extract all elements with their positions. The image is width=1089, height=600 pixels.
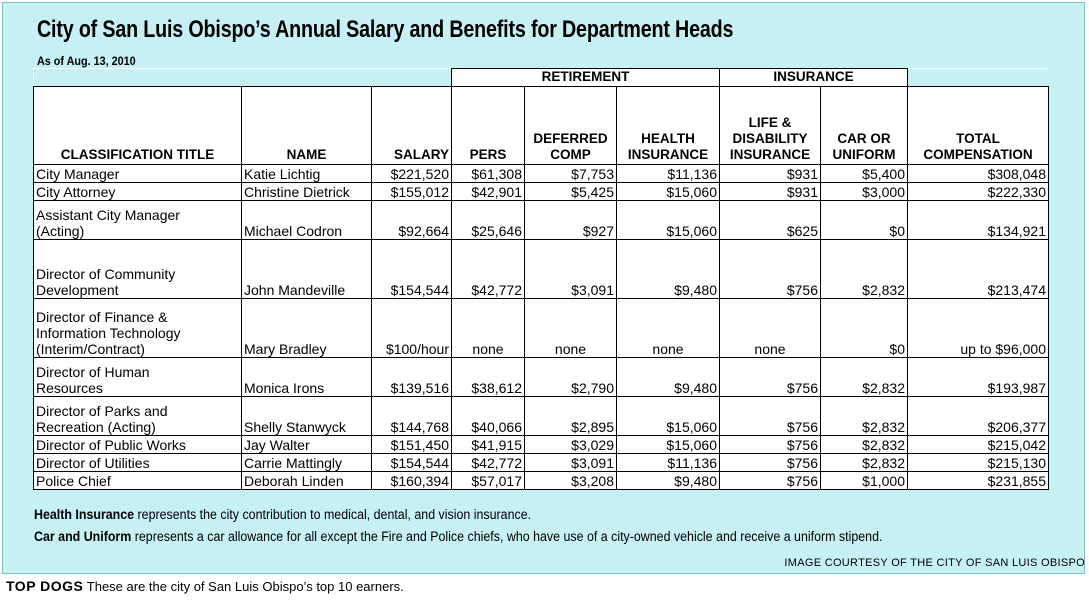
car-cell: $0 <box>821 201 908 240</box>
total-cell: $308,048 <box>908 165 1049 183</box>
classification-cell: Director of Public Works <box>34 436 242 454</box>
name-cell: Mary Bradley <box>242 299 372 358</box>
salary-cell: $155,012 <box>372 183 452 201</box>
col-name: NAME <box>242 87 372 165</box>
total-cell: $134,921 <box>908 201 1049 240</box>
pers-cell: $42,772 <box>452 454 525 472</box>
table-row <box>34 397 1049 436</box>
deferred-cell: none <box>525 299 617 358</box>
classification-cell: City Manager <box>34 165 242 183</box>
total-cell: $215,042 <box>908 436 1049 454</box>
total-cell: $206,377 <box>908 397 1049 436</box>
col-car-uniform: CAR OR UNIFORM <box>821 87 908 165</box>
table-row <box>34 436 1049 454</box>
health-cell: $15,060 <box>617 183 720 201</box>
car-cell: $2,832 <box>821 454 908 472</box>
page-title: City of San Luis Obispo’s Annual Salary and Benefits for Department Heads <box>37 16 734 43</box>
salary-cell: $92,664 <box>372 201 452 240</box>
table-row <box>34 240 1049 299</box>
column-header-row <box>34 87 1049 165</box>
col-health-insurance: HEALTH INSURANCE <box>617 87 720 165</box>
col-classification: CLASSIFICATION TITLE <box>34 87 242 165</box>
deferred-cell: $3,091 <box>525 454 617 472</box>
total-cell: $215,130 <box>908 454 1049 472</box>
health-cell: $11,136 <box>617 165 720 183</box>
table-row <box>34 358 1049 397</box>
table-row <box>34 183 1049 201</box>
car-cell: $2,832 <box>821 397 908 436</box>
car-uniform-note <box>34 529 882 544</box>
pers-cell: $57,017 <box>452 472 525 490</box>
health-cell: $9,480 <box>617 240 720 299</box>
table-row <box>34 299 1049 358</box>
as-of-date: As of Aug. 13, 2010 <box>37 54 136 68</box>
salary-table <box>33 68 1049 490</box>
total-cell: up to $96,000 <box>908 299 1049 358</box>
life-cell: $756 <box>720 454 821 472</box>
col-total-compensation: TOTAL COMPENSATION <box>908 87 1049 165</box>
deferred-cell: $2,895 <box>525 397 617 436</box>
table-row <box>34 201 1049 240</box>
name-cell: Christine Dietrick <box>242 183 372 201</box>
table-row <box>34 454 1049 472</box>
deferred-cell: $2,790 <box>525 358 617 397</box>
pers-cell: $42,901 <box>452 183 525 201</box>
total-cell: $193,987 <box>908 358 1049 397</box>
name-cell: Carrie Mattingly <box>242 454 372 472</box>
retirement-group-header: RETIREMENT <box>452 69 720 87</box>
pers-cell: $61,308 <box>452 165 525 183</box>
name-cell: Katie Lichtig <box>242 165 372 183</box>
name-cell: Deborah Linden <box>242 472 372 490</box>
total-cell: $231,855 <box>908 472 1049 490</box>
name-cell: Monica Irons <box>242 358 372 397</box>
group-header-row <box>34 69 1049 87</box>
salary-cell: $154,544 <box>372 240 452 299</box>
health-insurance-note <box>34 507 531 522</box>
note-text: represents a car allowance for all except the Fire and Police chiefs, who have use of a city-owned vehicle and receive a uniform stipend. <box>131 529 883 544</box>
note-term: Car and Uniform <box>34 529 132 544</box>
photo-caption <box>6 578 404 594</box>
caption-lead: TOP DOGS <box>6 578 84 594</box>
salary-cell: $221,520 <box>372 165 452 183</box>
car-cell: $3,000 <box>821 183 908 201</box>
health-cell: $9,480 <box>617 472 720 490</box>
life-cell: $756 <box>720 436 821 454</box>
deferred-cell: $3,029 <box>525 436 617 454</box>
name-cell: Jay Walter <box>242 436 372 454</box>
salary-cell: $151,450 <box>372 436 452 454</box>
salary-cell: $160,394 <box>372 472 452 490</box>
car-cell: $5,400 <box>821 165 908 183</box>
image-credit: IMAGE COURTESY OF THE CITY OF SAN LUIS OBISPO <box>784 557 1085 569</box>
salary-cell: $144,768 <box>372 397 452 436</box>
col-deferred-comp: DEFERRED COMP <box>525 87 617 165</box>
salary-cell: $154,544 <box>372 454 452 472</box>
life-cell: $931 <box>720 183 821 201</box>
pers-cell: $41,915 <box>452 436 525 454</box>
classification-cell: Director of Human Resources <box>34 358 242 397</box>
deferred-cell: $927 <box>525 201 617 240</box>
life-cell: $756 <box>720 240 821 299</box>
classification-cell: Police Chief <box>34 472 242 490</box>
col-salary: SALARY <box>372 87 452 165</box>
deferred-cell: $3,091 <box>525 240 617 299</box>
health-cell: $15,060 <box>617 201 720 240</box>
table-row <box>34 165 1049 183</box>
classification-cell: Director of Parks and Recreation (Acting) <box>34 397 242 436</box>
health-cell: none <box>617 299 720 358</box>
pers-cell: none <box>452 299 525 358</box>
name-cell: Shelly Stanwyck <box>242 397 372 436</box>
note-text: represents the city contribution to medical, dental, and vision insurance. <box>134 507 532 522</box>
pers-cell: $40,066 <box>452 397 525 436</box>
name-cell: Michael Codron <box>242 201 372 240</box>
deferred-cell: $7,753 <box>525 165 617 183</box>
salary-cell: $139,516 <box>372 358 452 397</box>
life-cell: $931 <box>720 165 821 183</box>
insurance-group-header: INSURANCE <box>720 69 908 87</box>
caption-text: These are the city of San Luis Obispo’s top 10 earners. <box>83 579 404 594</box>
col-pers: PERS <box>452 87 525 165</box>
salary-cell: $100/hour <box>372 299 452 358</box>
life-cell: $756 <box>720 358 821 397</box>
health-cell: $11,136 <box>617 454 720 472</box>
car-cell: $1,000 <box>821 472 908 490</box>
car-cell: $2,832 <box>821 358 908 397</box>
name-cell: John Mandeville <box>242 240 372 299</box>
table-row <box>34 472 1049 490</box>
total-cell: $213,474 <box>908 240 1049 299</box>
life-cell: $756 <box>720 397 821 436</box>
health-cell: $15,060 <box>617 436 720 454</box>
pers-cell: $25,646 <box>452 201 525 240</box>
pers-cell: $38,612 <box>452 358 525 397</box>
health-cell: $15,060 <box>617 397 720 436</box>
life-cell: none <box>720 299 821 358</box>
total-cell: $222,330 <box>908 183 1049 201</box>
car-cell: $2,832 <box>821 436 908 454</box>
col-life-disability: LIFE & DISABILITY INSURANCE <box>720 87 821 165</box>
car-cell: $2,832 <box>821 240 908 299</box>
classification-cell: Director of Utilities <box>34 454 242 472</box>
classification-cell: Director of Community Development <box>34 240 242 299</box>
deferred-cell: $3,208 <box>525 472 617 490</box>
classification-cell: Assistant City Manager (Acting) <box>34 201 242 240</box>
classification-cell: Director of Finance & Information Technology (Interim/Contract) <box>34 299 242 358</box>
life-cell: $756 <box>720 472 821 490</box>
classification-cell: City Attorney <box>34 183 242 201</box>
life-cell: $625 <box>720 201 821 240</box>
health-cell: $9,480 <box>617 358 720 397</box>
pers-cell: $42,772 <box>452 240 525 299</box>
note-term: Health Insurance <box>34 507 135 522</box>
car-cell: $0 <box>821 299 908 358</box>
deferred-cell: $5,425 <box>525 183 617 201</box>
